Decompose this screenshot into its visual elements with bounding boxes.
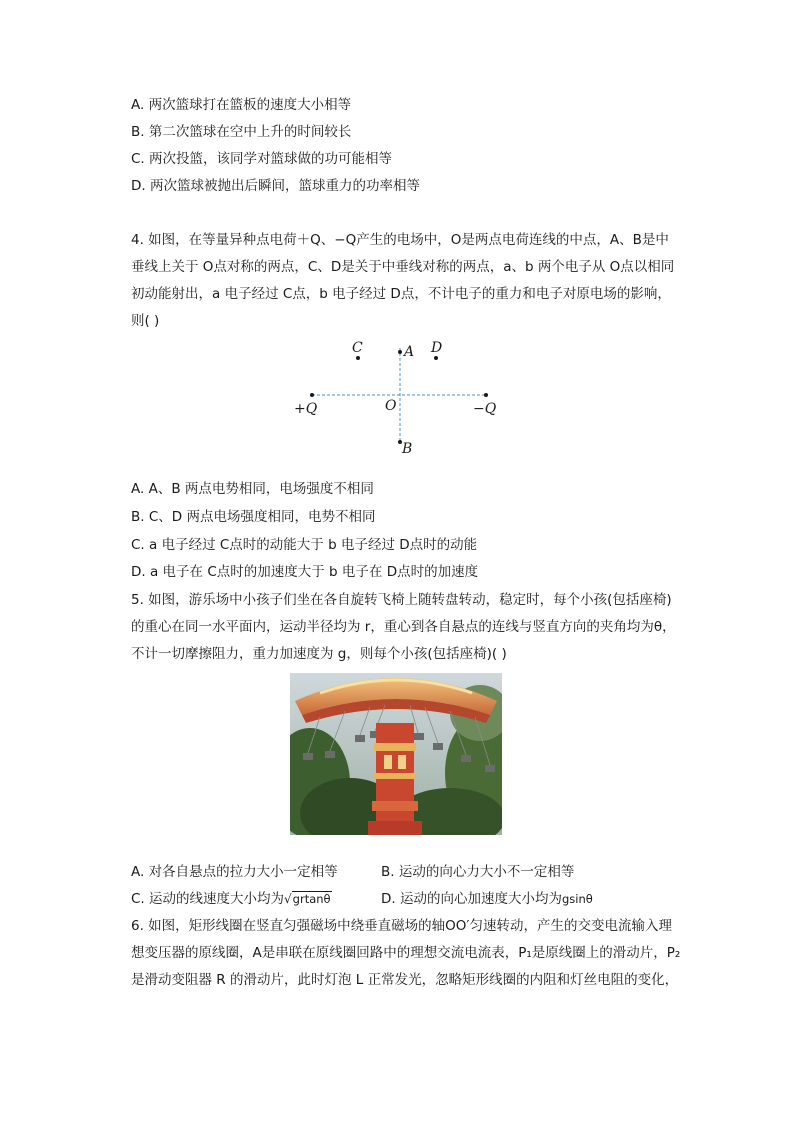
q4-stem-line-1: 4. 如图，在等量异种点电荷＋Q、−Q产生的电场中，O是两点电荷连线的中点，A、B是中 bbox=[131, 232, 669, 248]
q5-stem-line-2: 的重心在同一水平面内，运动半径均为 r，重心到各自悬点的连线与竖直方向的夹角均为θ， bbox=[131, 619, 676, 635]
q5-option-d bbox=[381, 889, 593, 909]
q5-option-c-formula: grtanθ bbox=[292, 892, 331, 906]
q4-option-d: D. a 电子在 C点时的加速度大于 b 电子在 D点时的加速度 bbox=[131, 564, 479, 580]
q3-option-b: B. 第二次篮球在空中上升的时间较长 bbox=[131, 124, 352, 140]
label-d: D bbox=[431, 340, 443, 356]
minus-charge-dot bbox=[484, 393, 488, 397]
label-b: B bbox=[402, 441, 413, 457]
q4-option-a: A. A、B 两点电势相同，电场强度不相同 bbox=[131, 481, 374, 497]
q4-stem-line-3: 初动能射出，a 电子经过 C点，b 电子经过 D点，不计电子的重力和电子对原电场的影响， bbox=[131, 286, 671, 302]
plus-charge-dot bbox=[310, 393, 314, 397]
q3-option-c: C. 两次投篮，该同学对篮球做的功可能相等 bbox=[131, 151, 393, 167]
point-c-dot bbox=[356, 356, 360, 360]
q5-options-row-1 bbox=[131, 862, 671, 882]
q5-option-c-text: C. 运动的线速度大小均为 bbox=[131, 891, 285, 907]
label-minus-q: −Q bbox=[473, 401, 497, 417]
q5-option-c bbox=[131, 891, 332, 907]
q6-stem-line-3: 是滑动变阻器 R 的滑动片，此时灯泡 L 正常发光，忽略矩形线圈的内阻和灯丝电阻的变化， bbox=[131, 972, 679, 988]
q6-stem-line-2: 想变压器的原线圈，A是串联在原线圈回路中的理想交流电流表，P₁是原线圈上的滑动片，P₂ bbox=[131, 945, 681, 961]
label-c: C bbox=[352, 340, 363, 356]
sqrt-symbol: √ bbox=[284, 892, 292, 906]
q5-option-a: A. 对各自悬点的拉力大小一定相等 bbox=[131, 864, 338, 880]
label-a: A bbox=[404, 344, 415, 360]
charge-field-diagram bbox=[290, 336, 510, 460]
q5-options-row-2 bbox=[131, 889, 671, 909]
q4-option-c: C. a 电子经过 C点时的动能大于 b 电子经过 D点时的动能 bbox=[131, 537, 478, 553]
q4-stem-line-2: 垂线上关于 O点对称的两点，C、D是关于中垂线对称的两点，a、b 两个电子从 O点以相同 bbox=[131, 259, 675, 275]
q4-stem-line-4: 则( ) bbox=[131, 313, 160, 329]
q5-stem-line-1: 5. 如图，游乐场中小孩子们坐在各自旋转飞椅上随转盘转动，稳定时，每个小孩(包括座椅) bbox=[131, 592, 672, 608]
point-d-dot bbox=[434, 356, 438, 360]
label-o: O bbox=[385, 398, 397, 414]
swing-ride-photo bbox=[290, 673, 502, 835]
q5-stem-line-3: 不计一切摩擦阻力，重力加速度为 g，则每个小孩(包括座椅)( ) bbox=[131, 646, 507, 662]
q3-option-d: D. 两次篮球被抛出后瞬间，篮球重力的功率相等 bbox=[131, 178, 420, 194]
q3-option-a: A. 两次篮球打在篮板的速度大小相等 bbox=[131, 97, 352, 113]
label-plus-q: +Q bbox=[294, 401, 318, 417]
swing-ride-illustration bbox=[290, 673, 502, 835]
q5-option-d-text: D. 运动的向心加速度大小均为 bbox=[381, 891, 562, 907]
q5-option-d-formula: gsinθ bbox=[561, 892, 593, 906]
q6-stem-line-1: 6. 如图，矩形线圈在竖直匀强磁场中绕垂直磁场的轴OO′匀速转动，产生的交变电流输入理 bbox=[131, 918, 672, 934]
point-a-dot bbox=[398, 350, 402, 354]
q4-option-b: B. C、D 两点电场强度相同，电势不相同 bbox=[131, 509, 376, 525]
q5-option-b: B. 运动的向心力大小不一定相等 bbox=[381, 864, 575, 880]
